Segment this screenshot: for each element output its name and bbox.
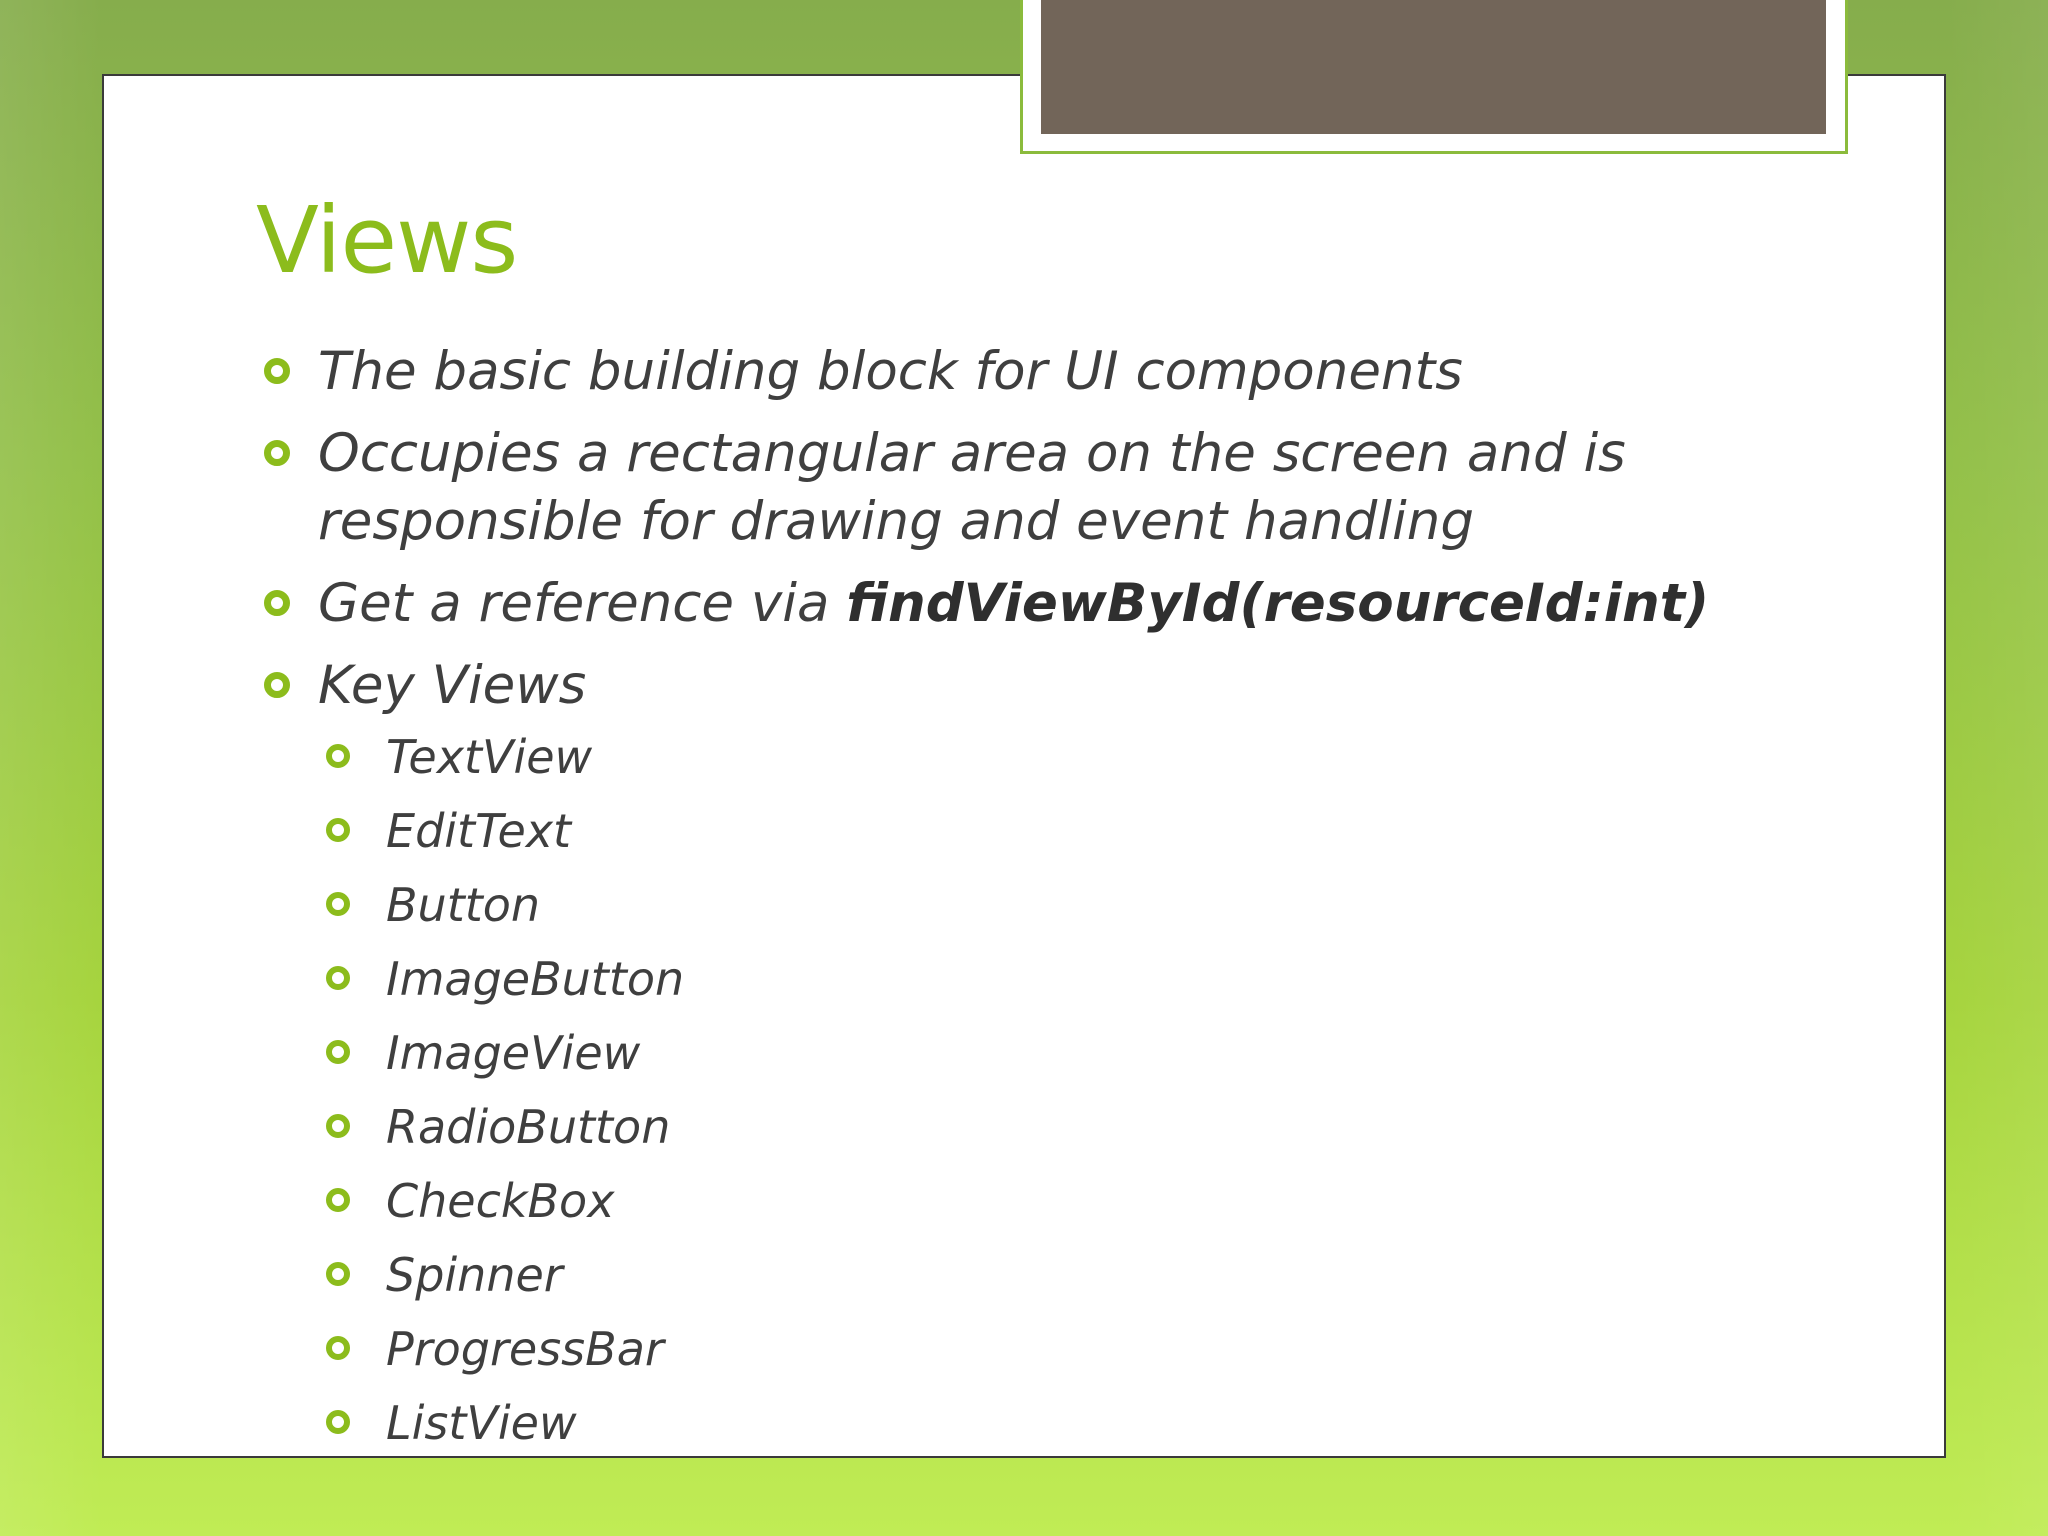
bullet-item [258, 420, 1778, 556]
bullet-item [258, 652, 1778, 720]
bullet-ring-icon [264, 440, 290, 466]
bullet-text: Get a reference via [318, 573, 847, 634]
sub-bullet-item [326, 794, 1778, 868]
key-view-name: ImageView [386, 1026, 641, 1080]
bullet-text: The basic building block for UI components [318, 341, 1463, 402]
bullet-ring-icon [326, 1336, 350, 1360]
bullet-item [258, 338, 1778, 406]
bullet-ring-icon [326, 1262, 350, 1286]
background-left-stripe [0, 0, 103, 1536]
bullet-ring-icon [264, 358, 290, 384]
sub-bullet-item [326, 1164, 1778, 1238]
sub-bullet-item [326, 1090, 1778, 1164]
bullet-ring-icon [326, 1114, 350, 1138]
bullet-ring-icon [326, 1188, 350, 1212]
key-view-name: EditText [386, 804, 572, 858]
bullet-ring-icon [264, 672, 290, 698]
key-view-name: ProgressBar [386, 1322, 664, 1376]
sub-bullet-item [326, 720, 1778, 794]
sub-bullet-item [326, 1238, 1778, 1312]
bullet-ring-icon [264, 590, 290, 616]
bullet-ring-icon [326, 818, 350, 842]
key-view-name: CheckBox [386, 1174, 615, 1228]
sub-bullet-item [326, 942, 1778, 1016]
background-right-stripe [1945, 0, 2048, 1536]
key-view-name: ImageButton [386, 952, 685, 1006]
key-view-name: ListView [386, 1396, 577, 1450]
key-view-name: Button [386, 878, 541, 932]
bullet-text: Key Views [318, 655, 587, 716]
bullet-ring-icon [326, 966, 350, 990]
key-view-name: Spinner [386, 1248, 563, 1302]
key-views-container [258, 720, 1778, 1460]
key-view-name: RadioButton [386, 1100, 671, 1154]
bullet-list [258, 338, 1778, 1460]
sub-bullet-item [326, 868, 1778, 942]
sub-bullet-item [326, 1016, 1778, 1090]
sub-bullet-item [326, 1386, 1778, 1460]
bullet-text: Occupies a rectangular area on the screen and is responsible for drawing and event handling [318, 423, 1626, 552]
sub-bullet-item [326, 1312, 1778, 1386]
method-name: findViewById(resourceId:int) [846, 573, 1710, 634]
bullet-item [258, 570, 1778, 638]
bullet-ring-icon [326, 1410, 350, 1434]
slide-title: Views [256, 187, 518, 294]
bullet-ring-icon [326, 744, 350, 768]
key-view-name: TextView [386, 730, 593, 784]
key-views-list [258, 720, 1778, 1460]
bullet-ring-icon [326, 892, 350, 916]
bullet-ring-icon [326, 1040, 350, 1064]
header-decoration-box [1041, 0, 1826, 134]
